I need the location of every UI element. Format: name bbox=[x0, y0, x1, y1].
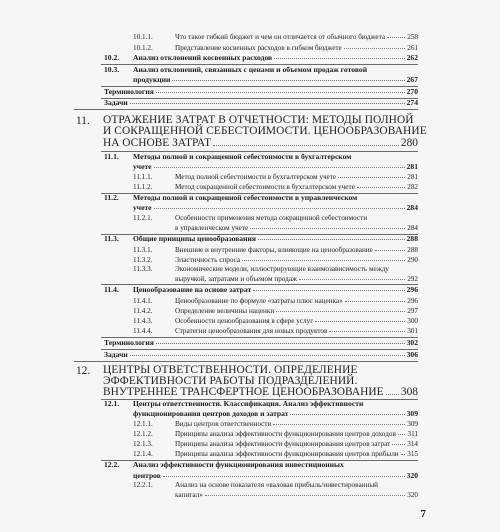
entry-page: 281 bbox=[407, 173, 418, 181]
toc-entry[interactable] bbox=[104, 283, 418, 294]
entry-page: 290 bbox=[407, 256, 418, 264]
toc-entry[interactable] bbox=[133, 214, 367, 222]
toc-entry[interactable] bbox=[133, 315, 418, 325]
toc-entry-continued bbox=[175, 273, 418, 283]
entry-page: 320 bbox=[407, 491, 418, 499]
toc-entry[interactable] bbox=[133, 418, 418, 428]
entry-page: 301 bbox=[407, 327, 418, 335]
dot-leader bbox=[375, 250, 405, 251]
entry-page: 262 bbox=[406, 53, 418, 62]
divider bbox=[74, 109, 418, 110]
entry-number: 11.4.2. bbox=[133, 307, 153, 315]
entry-title-line2: учете bbox=[133, 203, 152, 212]
page-number: 7 bbox=[420, 508, 426, 520]
entry-title: Виды центров ответственности bbox=[175, 420, 272, 428]
entry-page: 267 bbox=[406, 75, 418, 84]
toc-entry-continued bbox=[175, 489, 418, 499]
entry-title: Что такое гибкий бюджет и чем он отличается от обычного бюджета bbox=[175, 33, 386, 41]
entry-title: Особенности ценообразования в сфере услуг bbox=[175, 317, 314, 325]
entry-title: Принципы анализа эффективности функционирования центров доходов bbox=[175, 430, 396, 438]
entry-title: Анализ отклонений, связанных с ценами и объемом продаж готовой bbox=[133, 65, 368, 74]
entry-number: 11.1.2. bbox=[133, 183, 153, 191]
entry-page: 288 bbox=[406, 234, 418, 243]
entry-page: 274 bbox=[406, 98, 418, 107]
dot-leader bbox=[315, 321, 405, 322]
toc-entry[interactable] bbox=[104, 460, 344, 469]
entry-title: Общие принципы ценообразования bbox=[133, 234, 256, 243]
entry-page: 270 bbox=[406, 87, 418, 96]
dot-leader bbox=[398, 434, 406, 435]
chapter-title-line3 bbox=[103, 137, 418, 149]
dot-leader bbox=[357, 187, 405, 188]
entry-page: 280 bbox=[400, 137, 418, 149]
dot-leader bbox=[172, 80, 404, 81]
toc-entry-continued bbox=[133, 469, 418, 480]
dot-leader bbox=[213, 145, 399, 146]
entry-title-line3: ВНУТРЕННЕЕ ТРАНСФЕРТНОЕ ЦЕНООБРАЗОВАНИЕ bbox=[103, 386, 384, 398]
toc-entry[interactable] bbox=[133, 181, 418, 191]
entry-page: 284 bbox=[407, 224, 418, 232]
entry-page: 300 bbox=[407, 317, 418, 325]
entry-title-line2: в управленческом учете bbox=[175, 224, 249, 232]
entry-title-line2: продукции bbox=[133, 75, 171, 84]
toc-entry[interactable] bbox=[104, 232, 418, 243]
entry-title: Терминология bbox=[104, 87, 154, 96]
toc-entry[interactable] bbox=[133, 428, 418, 438]
dot-leader bbox=[392, 444, 405, 445]
dot-leader bbox=[156, 343, 405, 344]
entry-page: 292 bbox=[407, 275, 418, 283]
chapter-title[interactable]: ОТРАЖЕНИЕ ЗАТРАТ В ОТЧЕТНОСТИ: МЕТОДЫ ПОЛНОЙ bbox=[103, 114, 414, 126]
entry-page: 296 bbox=[406, 285, 418, 294]
entry-number: 11.1. bbox=[104, 152, 119, 161]
entry-title-line2: учете bbox=[133, 162, 152, 171]
toc-entry[interactable] bbox=[104, 51, 418, 62]
entry-number: 11.3.1. bbox=[133, 246, 153, 254]
toc-entry[interactable] bbox=[133, 438, 418, 448]
toc-entry-continued bbox=[133, 407, 418, 418]
entry-title: Представление косвенных расходов в гибком бюджете bbox=[175, 44, 342, 52]
entry-title: Принципы анализа эффективности функционирования центров затрат bbox=[175, 440, 391, 448]
chapter-number: 12. bbox=[76, 365, 91, 377]
dot-leader bbox=[156, 92, 405, 93]
dot-leader bbox=[290, 414, 404, 415]
dot-leader bbox=[276, 311, 405, 312]
entry-title: Ценообразование по формуле «затраты плюс наценка» bbox=[175, 297, 343, 305]
entry-number: 11.4. bbox=[104, 285, 119, 294]
entry-page: 297 bbox=[407, 307, 418, 315]
dot-leader bbox=[130, 355, 405, 356]
chapter-number: 11. bbox=[76, 115, 90, 127]
divider bbox=[74, 361, 418, 362]
toc-entry[interactable] bbox=[133, 254, 418, 264]
dot-leader bbox=[154, 167, 405, 168]
entry-title: Принципы анализа эффективности функционирования центров прибыли bbox=[175, 450, 399, 458]
entry-page: 281 bbox=[406, 162, 418, 171]
entry-page: 284 bbox=[406, 203, 418, 212]
dot-leader bbox=[344, 48, 405, 49]
toc-entry[interactable] bbox=[104, 348, 418, 359]
toc-entry[interactable] bbox=[133, 448, 418, 458]
toc-entry[interactable] bbox=[104, 85, 418, 96]
toc-entry[interactable] bbox=[133, 325, 418, 335]
entry-number: 11.3. bbox=[104, 234, 119, 243]
entry-page: 302 bbox=[406, 338, 418, 347]
entry-number: 12.2.1. bbox=[133, 481, 153, 489]
entry-title: Методы полной и сокращенной себестоимости в управленческом bbox=[133, 193, 358, 202]
entry-number: 10.1.1. bbox=[133, 33, 153, 41]
dot-leader bbox=[163, 476, 405, 477]
dot-leader bbox=[273, 424, 405, 425]
entry-page: 315 bbox=[407, 450, 418, 458]
toc-entry[interactable] bbox=[133, 244, 418, 254]
entry-title: Особенности применения метода сокращенной себестоимости bbox=[175, 214, 368, 222]
toc-entry-continued bbox=[133, 201, 418, 212]
entry-number: 12.1.3. bbox=[133, 440, 153, 448]
entry-number: 11.3.3. bbox=[133, 265, 153, 273]
dot-leader bbox=[205, 495, 405, 496]
toc-entry[interactable] bbox=[104, 96, 418, 107]
toc-entry[interactable] bbox=[133, 481, 378, 489]
entry-number: 11.2.1. bbox=[133, 214, 153, 222]
entry-page: 308 bbox=[400, 386, 418, 398]
entry-number: 11.1.1. bbox=[133, 173, 153, 181]
entry-title: Эластичность спроса bbox=[175, 256, 241, 264]
entry-number: 12.1.1. bbox=[133, 420, 153, 428]
entry-title: Метод полной себестоимости в бухгалтерском учете bbox=[175, 173, 337, 181]
entry-title: Анализ эффективности функционирования инвестиционных bbox=[133, 460, 344, 469]
dot-leader bbox=[401, 454, 406, 455]
entry-page: 282 bbox=[407, 183, 418, 191]
entry-title: Методы полной и сокращенной себестоимости в бухгалтерском bbox=[133, 152, 352, 161]
toc-entry[interactable] bbox=[133, 265, 389, 273]
entry-page: 314 bbox=[407, 440, 418, 448]
entry-page: 261 bbox=[407, 44, 418, 52]
dot-leader bbox=[253, 290, 404, 291]
dot-leader bbox=[338, 177, 405, 178]
dot-leader bbox=[258, 239, 405, 240]
dot-leader bbox=[386, 394, 399, 395]
entry-title-line3: НА ОСНОВЕ ЗАТРАТ bbox=[103, 137, 212, 149]
dot-leader bbox=[274, 58, 404, 59]
dot-leader bbox=[387, 37, 405, 38]
toc-entry-continued bbox=[133, 73, 418, 84]
chapter-title-line2: И СОКРАЩЕННОЙ СЕБЕСТОИМОСТИ. ЦЕНООБРАЗОВАНИЕ bbox=[103, 125, 427, 137]
entry-number: 12.2. bbox=[104, 460, 120, 469]
chapter-title-line3 bbox=[103, 386, 418, 398]
dot-leader bbox=[130, 103, 405, 104]
toc-entry[interactable] bbox=[133, 171, 418, 181]
toc-entry[interactable] bbox=[104, 336, 418, 347]
dot-leader bbox=[250, 228, 405, 229]
entry-title: Терминология bbox=[104, 338, 154, 347]
entry-title: Ценообразование на основе затрат bbox=[133, 285, 252, 294]
entry-number: 11.4.1. bbox=[133, 297, 153, 305]
entry-page: 309 bbox=[407, 420, 418, 428]
entry-title: Центры ответственности. Классификация. Анализ эффективности bbox=[133, 399, 364, 408]
chapter-title-line2: ЭФФЕКТИВНОСТИ РАБОТЫ ПОДРАЗДЕЛЕНИЙ. bbox=[103, 375, 358, 387]
dot-leader bbox=[345, 301, 406, 302]
toc-entry-continued bbox=[133, 160, 418, 171]
entry-title-line2: функционирования центров доходов и затрат bbox=[133, 409, 289, 418]
entry-page: 306 bbox=[406, 350, 418, 359]
entry-number: 11.3.2. bbox=[133, 256, 153, 264]
toc-entry-continued bbox=[175, 222, 418, 232]
entry-page: 320 bbox=[406, 471, 418, 480]
entry-title-line2: выручкой, затратами и объемом продаж bbox=[175, 275, 297, 283]
entry-title: Анализ на основе показателя «валовая прибыль/инвестированный bbox=[175, 481, 379, 489]
entry-page: 258 bbox=[407, 33, 418, 41]
entry-title: Определение величины наценки bbox=[175, 307, 275, 315]
entry-number: 11.4.4. bbox=[133, 327, 153, 335]
entry-number: 11.4.3. bbox=[133, 317, 153, 325]
entry-title: Внешние и внутренние факторы, влияющие на ценообразование bbox=[175, 246, 373, 254]
entry-number: 12.1.2. bbox=[133, 430, 153, 438]
toc-entry[interactable] bbox=[133, 295, 418, 305]
dot-leader bbox=[299, 279, 405, 280]
entry-number: 10.1.2. bbox=[133, 44, 153, 52]
entry-title: Экономические модели, иллюстрирующие взаимозависимость между bbox=[175, 265, 389, 273]
entry-title: Стратегии ценообразования для новых продуктов bbox=[175, 327, 328, 335]
entry-number: 12.1. bbox=[104, 399, 120, 408]
entry-number: 11.2. bbox=[104, 193, 119, 202]
entry-number: 10.2. bbox=[104, 53, 120, 62]
dot-leader bbox=[329, 331, 405, 332]
entry-title: Анализ отклонений косвенных расходов bbox=[133, 53, 273, 62]
dot-leader bbox=[242, 260, 405, 261]
entry-title: Задачи bbox=[104, 98, 128, 107]
entry-title: Метод сокращенной себестоимости в бухгалтерском учете bbox=[175, 183, 355, 191]
entry-page: 296 bbox=[407, 297, 418, 305]
toc-entry[interactable] bbox=[133, 31, 418, 41]
entry-title-line2: центров bbox=[133, 471, 161, 480]
entry-title: Задачи bbox=[104, 350, 128, 359]
chapter-title[interactable]: ЦЕНТРЫ ОТВЕТСТВЕННОСТИ. ОПРЕДЕЛЕНИЕ bbox=[103, 364, 358, 376]
entry-page: 288 bbox=[407, 246, 418, 254]
dot-leader bbox=[154, 208, 405, 209]
entry-page: 311 bbox=[407, 430, 418, 438]
entry-page: 309 bbox=[406, 409, 418, 418]
entry-number: 10.3. bbox=[104, 65, 120, 74]
toc-entry[interactable] bbox=[133, 305, 418, 315]
entry-number: 12.1.4. bbox=[133, 450, 153, 458]
entry-title-line2: капитал» bbox=[175, 491, 203, 499]
